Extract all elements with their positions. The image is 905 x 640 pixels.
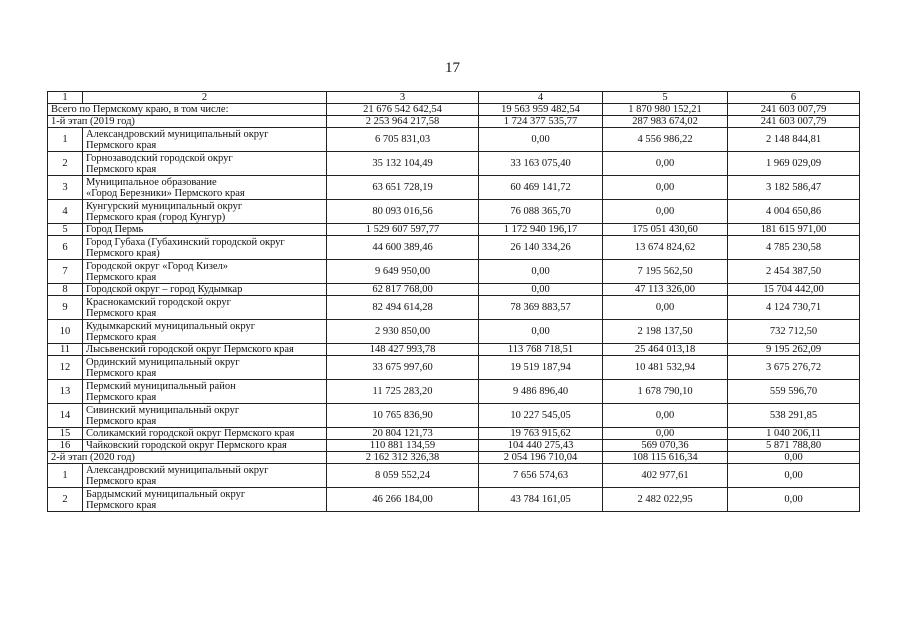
amount-cell: 19 519 187,94 — [479, 356, 603, 380]
amount-cell: 0,00 — [603, 176, 728, 200]
amount-cell: 3 182 586,47 — [728, 176, 860, 200]
amount-cell: 0,00 — [728, 464, 860, 488]
table-row — [48, 440, 860, 452]
amount-cell: 13 674 824,62 — [603, 236, 728, 260]
amount-cell: 113 768 718,51 — [479, 344, 603, 356]
amount-cell: 47 113 326,00 — [603, 284, 728, 296]
municipality-name — [83, 128, 327, 152]
municipality-name-line: Лысьвенский городской округ Пермского края — [86, 344, 294, 355]
stage-row — [48, 116, 860, 128]
amount-cell: 43 784 161,05 — [479, 488, 603, 512]
municipality-name-line: Бардымский муниципальный округ — [86, 488, 246, 500]
row-number: 16 — [48, 440, 83, 452]
municipality-name-line: Город Губаха (Губахинский городской округ — [86, 236, 285, 248]
total-row-label: Всего по Пермскому краю, в том числе: — [48, 104, 327, 116]
amount-cell: 0,00 — [479, 284, 603, 296]
funding-table-body — [48, 92, 860, 512]
amount-cell: 559 596,70 — [728, 380, 860, 404]
amount-cell: 2 930 850,00 — [327, 320, 479, 344]
amount-cell: 1 040 206,11 — [728, 428, 860, 440]
amount-cell: 63 651 728,19 — [327, 176, 479, 200]
municipality-name — [83, 284, 327, 296]
row-number: 13 — [48, 380, 83, 404]
column-number: 4 — [479, 92, 603, 104]
stage-value: 241 603 007,79 — [728, 116, 860, 128]
table-row — [48, 380, 860, 404]
total-value: 241 603 007,79 — [728, 104, 860, 116]
row-number: 6 — [48, 236, 83, 260]
municipality-name-line: Городской округ «Город Кизел» — [86, 260, 229, 272]
municipality-name-line: Кунгурский муниципальный округ — [86, 200, 243, 212]
amount-cell: 7 656 574,63 — [479, 464, 603, 488]
total-row — [48, 104, 860, 116]
amount-cell: 10 481 532,94 — [603, 356, 728, 380]
municipality-name-line: Пермского края — [86, 271, 157, 283]
amount-cell: 35 132 104,49 — [327, 152, 479, 176]
municipality-name-line: Пермского края) — [86, 247, 160, 259]
amount-cell: 46 266 184,00 — [327, 488, 479, 512]
amount-cell: 26 140 334,26 — [479, 236, 603, 260]
municipality-name — [83, 428, 327, 440]
amount-cell: 25 464 013,18 — [603, 344, 728, 356]
municipality-name-line: Краснокамский городской округ — [86, 296, 231, 308]
amount-cell: 0,00 — [479, 128, 603, 152]
municipality-name — [83, 488, 327, 512]
municipality-name-line: Чайковский городской округ Пермского края — [86, 440, 287, 451]
stage-value: 1 724 377 535,77 — [479, 116, 603, 128]
row-number: 2 — [48, 488, 83, 512]
row-number: 12 — [48, 356, 83, 380]
stage-value: 108 115 616,34 — [603, 452, 728, 464]
amount-cell: 1 969 029,09 — [728, 152, 860, 176]
table-row — [48, 284, 860, 296]
table-row — [48, 260, 860, 284]
column-number: 6 — [728, 92, 860, 104]
municipality-name — [83, 320, 327, 344]
page-number: 17 — [445, 60, 460, 76]
amount-cell: 732 712,50 — [728, 320, 860, 344]
stage-value: 2 162 312 326,38 — [327, 452, 479, 464]
municipality-name-line: Пермского края — [86, 139, 157, 151]
municipality-name-line: Пермского края — [86, 163, 157, 175]
stage-label: 2-й этап (2020 год) — [48, 452, 327, 464]
municipality-name-line: Городской округ – город Кудымкар — [86, 284, 243, 295]
column-number: 2 — [83, 92, 327, 104]
amount-cell: 62 817 768,00 — [327, 284, 479, 296]
municipality-name — [83, 236, 327, 260]
amount-cell: 1 678 790,10 — [603, 380, 728, 404]
table-row — [48, 236, 860, 260]
municipality-name — [83, 344, 327, 356]
table-row — [48, 344, 860, 356]
amount-cell: 0,00 — [728, 488, 860, 512]
stage-value: 2 054 196 710,04 — [479, 452, 603, 464]
funding-table — [47, 91, 860, 512]
amount-cell: 9 195 262,09 — [728, 344, 860, 356]
table-row — [48, 296, 860, 320]
stage-value: 287 983 674,02 — [603, 116, 728, 128]
amount-cell: 11 725 283,20 — [327, 380, 479, 404]
amount-cell: 10 227 545,05 — [479, 404, 603, 428]
municipality-name — [83, 380, 327, 404]
amount-cell: 148 427 993,78 — [327, 344, 479, 356]
amount-cell: 2 198 137,50 — [603, 320, 728, 344]
amount-cell: 7 195 562,50 — [603, 260, 728, 284]
municipality-name-line: Пермского края — [86, 331, 157, 343]
amount-cell: 10 765 836,90 — [327, 404, 479, 428]
stage-row — [48, 452, 860, 464]
amount-cell: 44 600 389,46 — [327, 236, 479, 260]
amount-cell: 0,00 — [479, 320, 603, 344]
municipality-name-line: Пермского края — [86, 499, 157, 511]
municipality-name-line: Пермского края — [86, 367, 157, 379]
amount-cell: 20 804 121,73 — [327, 428, 479, 440]
municipality-name-line: Город Пермь — [86, 224, 144, 235]
amount-cell: 402 977,61 — [603, 464, 728, 488]
municipality-name — [83, 152, 327, 176]
table-row — [48, 464, 860, 488]
municipality-name — [83, 356, 327, 380]
municipality-name — [83, 224, 327, 236]
amount-cell: 1 172 940 196,17 — [479, 224, 603, 236]
municipality-name-line: Александровский муниципальный округ — [86, 464, 269, 476]
row-number: 11 — [48, 344, 83, 356]
municipality-name — [83, 200, 327, 224]
amount-cell: 15 704 442,00 — [728, 284, 860, 296]
row-number: 7 — [48, 260, 83, 284]
column-number: 3 — [327, 92, 479, 104]
municipality-name-line: Пермского края — [86, 391, 157, 403]
amount-cell: 33 675 997,60 — [327, 356, 479, 380]
amount-cell: 33 163 075,40 — [479, 152, 603, 176]
municipality-name-line: «Город Березники» Пермского края — [86, 187, 245, 199]
municipality-name — [83, 404, 327, 428]
municipality-name-line: Муниципальное образование — [86, 176, 217, 188]
municipality-name-line: Пермского края (город Кунгур) — [86, 211, 226, 223]
row-number: 5 — [48, 224, 83, 236]
total-value: 21 676 542 642,54 — [327, 104, 479, 116]
column-number-row — [48, 92, 860, 104]
municipality-name-line: Александровский муниципальный округ — [86, 128, 269, 140]
municipality-name — [83, 176, 327, 200]
table-row — [48, 488, 860, 512]
amount-cell: 19 763 915,62 — [479, 428, 603, 440]
amount-cell: 76 088 365,70 — [479, 200, 603, 224]
municipality-name-line: Горнозаводский городской округ — [86, 152, 233, 164]
amount-cell: 110 881 134,59 — [327, 440, 479, 452]
table-row — [48, 176, 860, 200]
amount-cell: 0,00 — [603, 404, 728, 428]
table-row — [48, 224, 860, 236]
amount-cell: 2 482 022,95 — [603, 488, 728, 512]
row-number: 10 — [48, 320, 83, 344]
stage-value: 2 253 964 217,58 — [327, 116, 479, 128]
amount-cell: 5 871 788,80 — [728, 440, 860, 452]
amount-cell: 0,00 — [603, 428, 728, 440]
row-number: 2 — [48, 152, 83, 176]
amount-cell: 0,00 — [603, 200, 728, 224]
row-number: 1 — [48, 128, 83, 152]
amount-cell: 0,00 — [603, 296, 728, 320]
stage-label: 1-й этап (2019 год) — [48, 116, 327, 128]
municipality-name-line: Соликамский городской округ Пермского края — [86, 428, 295, 439]
table-row — [48, 356, 860, 380]
amount-cell: 3 675 276,72 — [728, 356, 860, 380]
row-number: 15 — [48, 428, 83, 440]
amount-cell: 78 369 883,57 — [479, 296, 603, 320]
amount-cell: 6 705 831,03 — [327, 128, 479, 152]
municipality-name — [83, 464, 327, 488]
stage-value: 0,00 — [728, 452, 860, 464]
table-row — [48, 200, 860, 224]
amount-cell: 9 649 950,00 — [327, 260, 479, 284]
amount-cell: 538 291,85 — [728, 404, 860, 428]
amount-cell: 175 051 430,60 — [603, 224, 728, 236]
amount-cell: 4 556 986,22 — [603, 128, 728, 152]
amount-cell: 8 059 552,24 — [327, 464, 479, 488]
municipality-name-line: Пермского края — [86, 475, 157, 487]
amount-cell: 4 785 230,58 — [728, 236, 860, 260]
municipality-name-line: Кудымкарский муниципальный округ — [86, 320, 256, 332]
table-row — [48, 128, 860, 152]
amount-cell: 80 093 016,56 — [327, 200, 479, 224]
table-row — [48, 428, 860, 440]
table-row — [48, 320, 860, 344]
column-number: 5 — [603, 92, 728, 104]
total-value: 1 870 980 152,21 — [603, 104, 728, 116]
total-value: 19 563 959 482,54 — [479, 104, 603, 116]
row-number: 4 — [48, 200, 83, 224]
amount-cell: 104 440 275,43 — [479, 440, 603, 452]
municipality-name — [83, 296, 327, 320]
municipality-name-line: Сивинский муниципальный округ — [86, 404, 240, 416]
municipality-name — [83, 260, 327, 284]
municipality-name-line: Пермский муниципальный район — [86, 380, 236, 392]
row-number: 9 — [48, 296, 83, 320]
row-number: 8 — [48, 284, 83, 296]
amount-cell: 1 529 607 597,77 — [327, 224, 479, 236]
column-number: 1 — [48, 92, 83, 104]
row-number: 3 — [48, 176, 83, 200]
amount-cell: 60 469 141,72 — [479, 176, 603, 200]
row-number: 14 — [48, 404, 83, 428]
amount-cell: 0,00 — [479, 260, 603, 284]
municipality-name-line: Ординский муниципальный округ — [86, 356, 240, 368]
amount-cell: 0,00 — [603, 152, 728, 176]
amount-cell: 9 486 896,40 — [479, 380, 603, 404]
amount-cell: 2 454 387,50 — [728, 260, 860, 284]
amount-cell: 82 494 614,28 — [327, 296, 479, 320]
table-row — [48, 404, 860, 428]
amount-cell: 4 124 730,71 — [728, 296, 860, 320]
amount-cell: 569 070,36 — [603, 440, 728, 452]
municipality-name-line: Пермского края — [86, 307, 157, 319]
municipality-name — [83, 440, 327, 452]
row-number: 1 — [48, 464, 83, 488]
amount-cell: 2 148 844,81 — [728, 128, 860, 152]
municipality-name-line: Пермского края — [86, 415, 157, 427]
amount-cell: 181 615 971,00 — [728, 224, 860, 236]
amount-cell: 4 004 650,86 — [728, 200, 860, 224]
table-row — [48, 152, 860, 176]
